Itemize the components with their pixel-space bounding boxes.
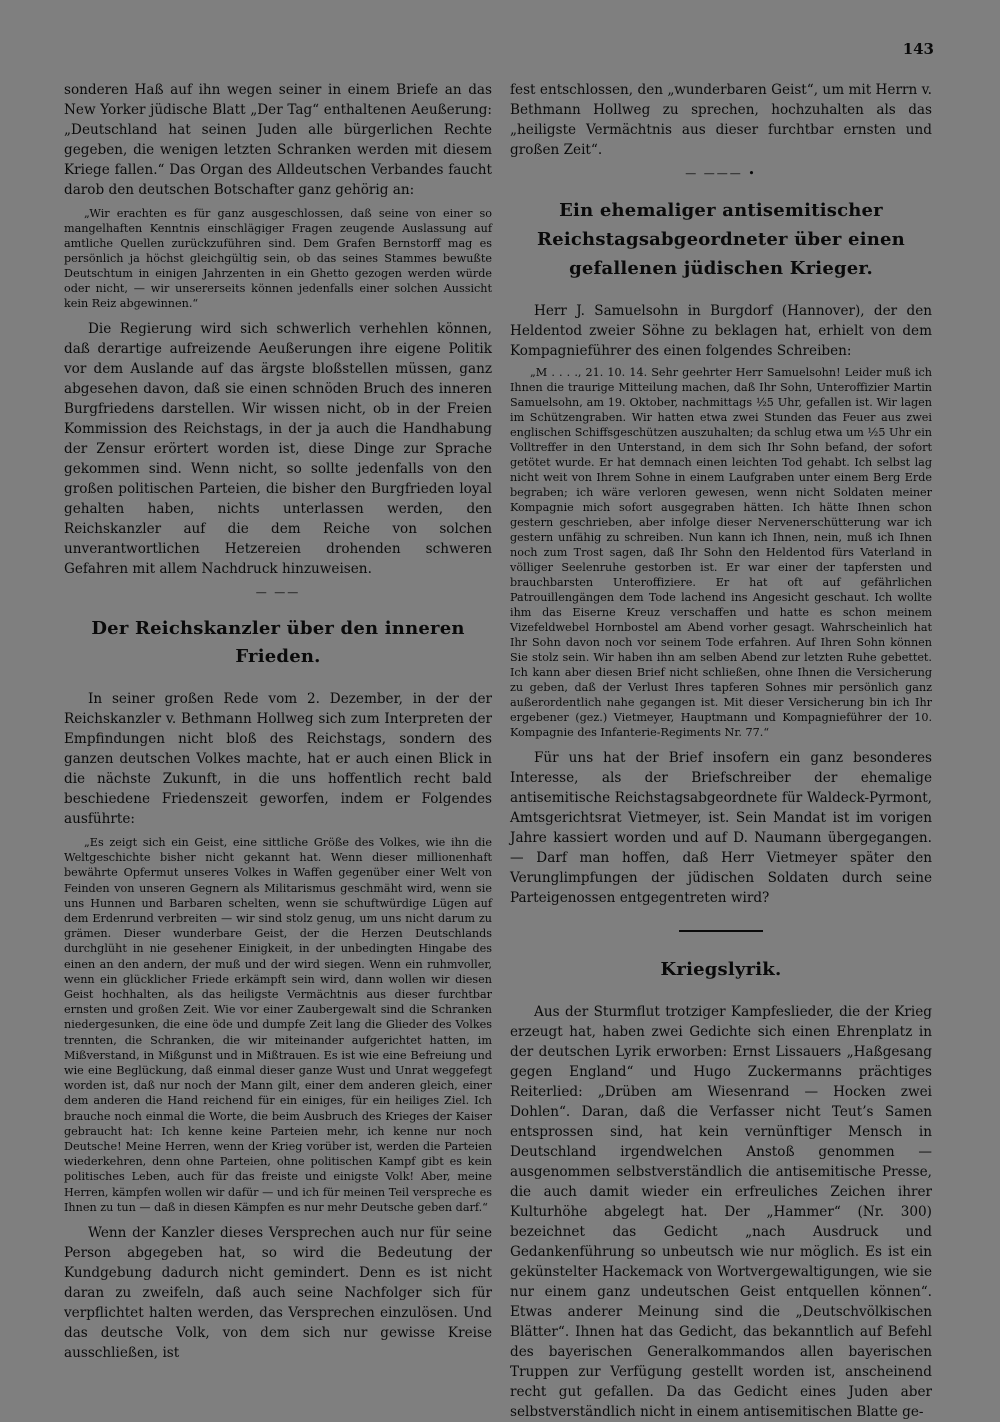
- page-number: 143: [902, 40, 934, 58]
- quote-block: „M . . . ., 21. 10. 14. Sehr geehrter Herr Samuelsohn! Leider muß ich Ihnen die traurige Mitteilung machen, daß Ihr Sohn, Unteroffizier Martin Samuelsohn, am 19. Oktober, nachmittags ½5 Uhr, gefallen ist. Wir lagen im Schützengraben. Wir hatten etwa zwei Stunden das Feuer aus zwei englischen Schiffsgeschützen auszuhalten; da schlug etwa um ½5 Uhr ein Volltreffer in den Unterstand, in dem sich Ihr Sohn befand, der sofort getötet wurde. Er hat demnach einen leichten Tod gehabt. Ich selbst lag nicht weit von Ihrem Sohne in einem Laufgraben unter einem Berg Erde begraben; ich wäre verloren gewesen, wenn nicht Soldaten meiner Kompagnie mich sofort ausgegraben hätten. Ich hätte Ihnen schon gestern geschrieben, aber infolge dieser Nervenerschütterung war ich gestern unfähig zu schreiben. Nun kann ich Ihnen, nein, muß ich Ihnen noch zum Trost sagen, daß Ihr Sohn den Heldentod fürs Vaterland in völliger Seelenruhe gestorben ist. Er war einer der tapfersten und brauchbarsten Unteroffiziere. Er hat oft auf gefährlichen Patrouillengängen dem Tode lachend ins Angesicht geschaut. Ich wollte ihm das Eiserne Kreuz verschaffen und hatte es schon meinem Vizefeldwebel Hornbostel am Abend vorher gesagt. Wahrscheinlich hat Ihr Sohn davon noch vor seinem Tode erfahren. Auf Ihren Sohn können Sie stolz sein. Wir haben ihn am selben Abend zur letzten Ruhe gebettet. Ich kann aber diesen Brief nicht schließen, ohne Ihnen die Versicherung zu geben, daß der Verlust Ihres tapferen Sohnes mir persönlich ganz außerordentlich nahe gegangen ist. Mit dieser Versicherung bin ich Ihr ergebener (gez.) Vietmeyer, Hauptmann und Kompagnieführer der 10. Kompagnie des Infanterie-Regiments Nr. 77.“: [510, 366, 932, 739]
- left-column: [64, 80, 492, 1363]
- paragraph: Die Regierung wird sich schwerlich verhehlen können, daß derartige aufreizende Aeußerungen ihre eigene Politik vor dem Auslande auf das ärgste bloßstellen müssen, ganz abgesehen davon, daß sie einen schnöden Bruch des inneren Burgfriedens darstellen. Wir wissen nicht, ob in der Freien Kommission des Reichstags, in der ja auch die Handhabung der Zensur erörtert worden ist, diese Dinge zur Sprache gekommen sind. Wenn nicht, so sollte jedenfalls von den großen politischen Parteien, die bisher den Burgfrieden loyal gehalten haben, nichts unterlassen werden, den Reichskanzler auf die dem Reiche von solchen unverantwortlichen Hetzereien drohenden schweren Gefahren mit allem Nachdruck hinzuweisen.: [64, 321, 492, 577]
- quote-block: „Es zeigt sich ein Geist, eine sittliche Größe des Volkes, wie ihn die Weltgeschichte bisher nicht gekannt hat. Wenn dieser millionenhaft bewährte Opfermut unseres Volkes in Waffen gegenüber einer Welt von Feinden von unseren Gegnern als Militarismus geschmäht wird, wenn sie uns Hunnen und Barbaren schelten, wenn sie schuftwürdige Lügen auf dem Erdenrund verbreiten — wir sind stolz genug, um uns nicht darum zu grämen. Dieser wunderbare Geist, der die Herzen Deutschlands durchglüht in nie gesehener Einigkeit, in der unbedingten Hingabe des einen an den andern, der muß und der wird siegen. Wenn ein ruhmvoller, wenn ein glücklicher Friede erkämpft sein wird, dann wollen wir diesen Geist hochhalten, als das heiligste Vermächtnis aus dieser furchtbar ernsten und großen Zeit. Wie vor einer Zaubergewalt sind die Schranken niedergesunken, die eine öde und dumpfe Zeit lang die Glieder des Volkes trennten, die Schranken, die wir miteinander aufgerichtet hatten, im Mißverstand, in Mißgunst und in Mißtrauen. Es ist wie eine Befreiung und wie eine Beglückung, daß einmal dieser ganze Wust und Unrat weggefegt worden ist, daß nur noch der Mann gilt, einer dem anderen gleich, einer dem anderen die Hand reichend für ein einiges, für ein heiliges Ziel. Ich brauche noch einmal die Worte, die beim Ausbruch des Krieges der Kaiser gebraucht hat: Ich kenne keine Parteien mehr, ich kenne nur noch Deutsche! Meine Herren, wenn der Krieg vorüber ist, werden die Parteien wiederkehren, denn ohne Parteien, ohne politischen Kampf gibt es kein politisches Leben, auch für das freiste und einigste Volk! Aber, meine Herren, kämpfen wollen wir dafür — und ich für meinen Teil verspreche es Ihnen zu tun — daß in diesen Kämpfen es nur mehr Deutsche geben darf.“: [64, 836, 492, 1214]
- paragraph: sonderen Haß auf ihn wegen seiner in einem Briefe an das New Yorker jüdische Blatt „Der Tag“ enthaltenen Aeußerung: „Deutschland hat seinen Juden alle bürgerlichen Rechte gegeben, die wenigen letzten Schranken werden mit diesem Kriege fallen.“ Das Organ des Alldeutschen Verbandes faucht darob den deutschen Botschafter ganz gehörig an:: [64, 82, 492, 198]
- paragraph: In seiner großen Rede vom 2. Dezember, in der der Reichskanzler v. Bethmann Hollweg sich zum Interpreten der Empfindungen nicht bloß des Reichstags, sondern des ganzen deutschen Volkes machte, hat er auch einen Blick in die nächste Zukunft, in die uns hoffentlich recht bald beschiedene Friedenszeit geworfen, indem er Folgendes ausführte:: [64, 691, 492, 827]
- quote-block: „Wir erachten es für ganz ausgeschlossen, daß seine von einer so mangelhaften Kenntnis einschlägiger Fragen zeugende Auslassung auf amtliche Quellen zurückzuführen sind. Dem Grafen Bernstorff mag es persönlich ja höchst gleichgültig sein, ob das seines Stammes bewußte Deutschtum in einigen Jahrzenten in ein Ghetto gezogen werden würde oder nicht, — wir unsererseits können jedenfalls einer solchen Aussicht kein Reiz abgewinnen.“: [64, 207, 492, 310]
- section-separator: — ——: [255, 586, 301, 599]
- section-rule: [679, 930, 763, 932]
- paragraph: Wenn der Kanzler dieses Versprechen auch nur für seine Person abgegeben hat, so wird die Bedeutung der Kundgebung dadurch nicht gemindert. Denn es ist nicht daran zu zweifeln, daß auch seine Nachfolger sich für verpflichtet halten werden, das Versprechen einzulösen. Und das deutsche Volk, von dem sich nur gewisse Kreise ausschließen, ist: [64, 1225, 492, 1362]
- paragraph: Für uns hat der Brief insofern ein ganz besonderes Interesse, als der Briefschreiber der ehemalige antisemitische Reichstagsabgeordnete für Waldeck-Pyrmont, Amtsgerichtsrat Vietmeyer, ist. Sein Mandat ist im vorigen Jahre kassiert worden und auf D. Naumann übergegangen. — Darf man hoffen, daß Herr Vietmeyer später den Verunglimpfungen der jüdischen Soldaten durch seine Parteigenossen entgegentreten wird?: [510, 750, 932, 906]
- article-heading: Kriegslyrik.: [660, 959, 782, 980]
- paragraph: fest entschlossen, den „wunderbaren Geist“, um mit Herrn v. Bethmann Hollweg zu sprechen, hochzuhalten als das „heiligste Vermächtnis aus dieser furchtbar ernsten und großen Zeit“.: [510, 82, 932, 158]
- section-separator: — ——— •: [685, 167, 757, 180]
- article-heading: Ein ehemaliger antisemitischer Reichstagsabgeordneter über einen gefallenen jüdischen Krieger.: [537, 200, 905, 279]
- article-heading: Der Reichskanzler über den inneren Frieden.: [91, 618, 465, 667]
- paragraph: Herr J. Samuelsohn in Burgdorf (Hannover), der den Heldentod zweier Söhne zu beklagen hat, erhielt von dem Kompagnieführer des einen folgendes Schreiben:: [510, 303, 932, 359]
- paragraph: Aus der Sturmflut trotziger Kampfeslieder, die der Krieg erzeugt hat, haben zwei Gedichte sich einen Ehrenplatz in der deutschen Lyrik erworben: Ernst Lissauers „Haßgesang gegen England“ und Hugo Zuckermanns prächtiges Reiterlied: „Drüben am Wiesenrand — Hocken zwei Dohlen“. Daran, daß die Verfasser nicht Teut’s Samen entsprossen sind, hat kein vernünftiger Mensch in Deutschland irgendwelchen Anstoß genommen — ausgenommen selbstverständlich die antisemitische Presse, die auch damit wieder ein erfreuliches Zeichen ihrer Kulturhöhe abgelegt hat. Der „Hammer“ (Nr. 300) bezeichnet das Gedicht „nach Ausdruck und Gedankenführung so unbeutsch wie nur möglich. Es ist ein gekünstelter Hackemack von Wortvergewaltigungen, wie sie nur einem ganz undeutschen Geist entquellen können“. Etwas anderer Meinung sind die „Deutschvölkischen Blätter“. Ihnen hat das Gedicht, das bekanntlich auf Befehl des bayerischen Generalkommandos allen bayerischen Truppen zur Verfügung gestellt worden ist, anscheinend recht gut gefallen. Da das Gedicht eines Juden aber selbstverständlich nicht in einem antisemitischen Blatte ge-: [510, 1004, 932, 1420]
- right-column: [510, 80, 932, 1422]
